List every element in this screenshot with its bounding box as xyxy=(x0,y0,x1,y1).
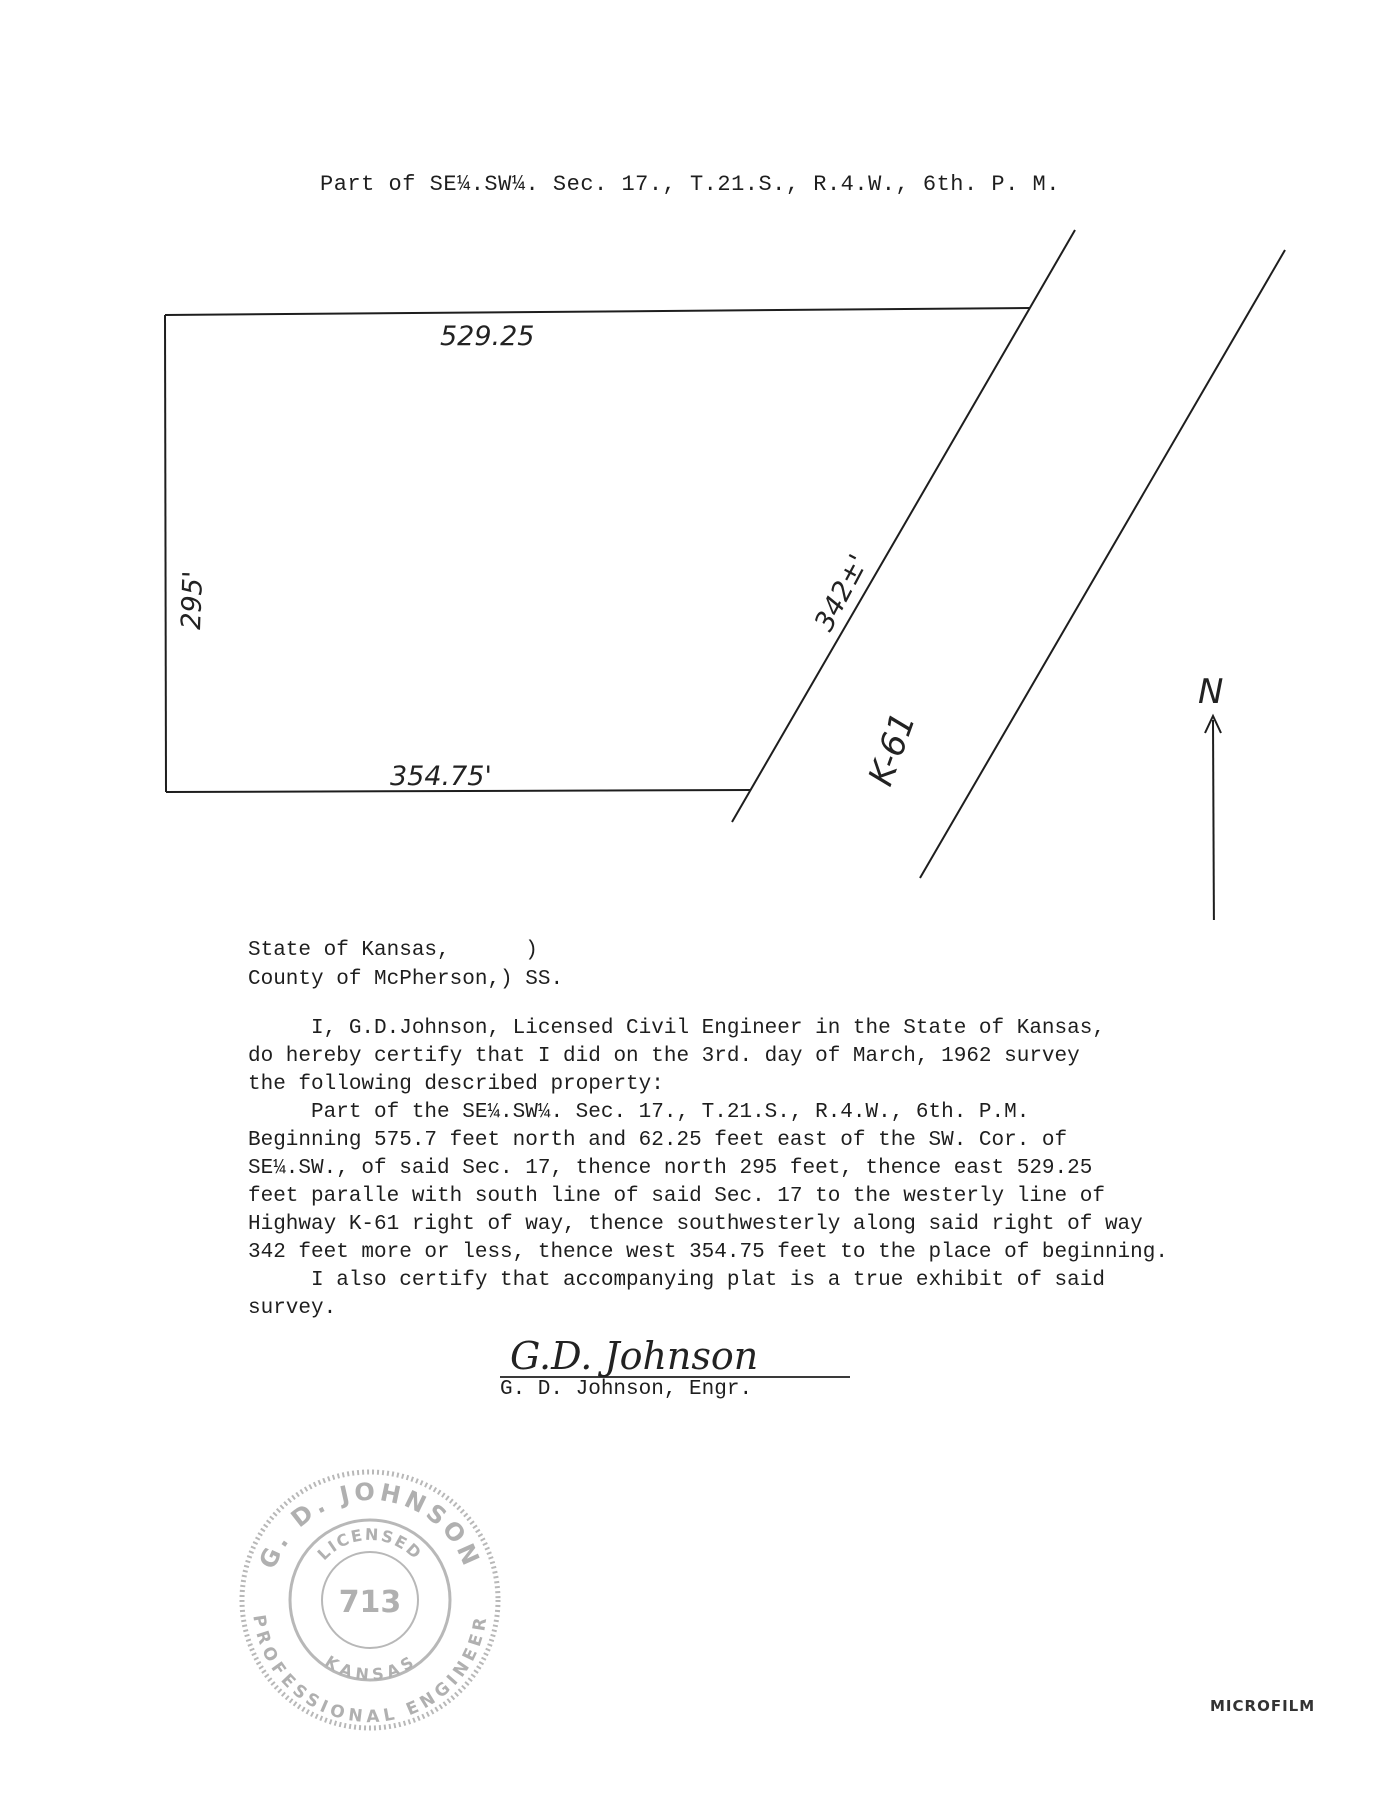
east-side-dimension: 342±' xyxy=(808,549,875,637)
highway-label: K-61 xyxy=(860,707,924,792)
seal-engineer-name: G. D. JOHNSON xyxy=(253,1477,487,1573)
seal-licensed: LICENSED xyxy=(313,1524,427,1564)
certificate-line: I also certify that accompanying plat is a true exhibit of said xyxy=(248,1269,1105,1292)
microfilm-stamp: MICROFILM xyxy=(1210,1697,1316,1715)
certificate-line: the following described property: xyxy=(248,1073,664,1096)
south-side-dimension: 354.75' xyxy=(390,761,492,792)
plat-west-line xyxy=(165,315,166,792)
certificate-text xyxy=(248,1015,1288,1323)
engineer-seal xyxy=(235,1465,505,1735)
seal-license-number: 713 xyxy=(338,1585,402,1620)
certificate-line: Highway K-61 right of way, thence southwesterly along said right of way xyxy=(248,1213,1143,1236)
seal-profession: PROFESSIONAL ENGINEER xyxy=(248,1613,492,1728)
certificate-line: I, G.D.Johnson, Licensed Civil Engineer in the State of Kansas, xyxy=(248,1017,1105,1040)
svg-text:KANSAS xyxy=(322,1652,419,1685)
seal-state: KANSAS xyxy=(321,1651,419,1685)
signature-typed-name: G. D. Johnson, Engr. xyxy=(500,1378,753,1401)
certificate-line: Beginning 575.7 feet north and 62.25 feet east of the SW. Cor. of xyxy=(248,1129,1068,1152)
venue-county: County of McPherson,) SS. xyxy=(248,968,564,991)
handwritten-signature: G.D. Johnson xyxy=(510,1334,759,1378)
certificate-line: Part of the SE¼.SW¼. Sec. 17., T.21.S., R.4.W., 6th. P.M. xyxy=(248,1101,1030,1124)
certificate-line: feet paralle with south line of said Sec. 17 to the westerly line of xyxy=(248,1185,1105,1208)
north-arrow-label: N xyxy=(1198,672,1224,712)
west-side-dimension: 295' xyxy=(176,570,210,631)
certificate-line: do hereby certify that I did on the 3rd. day of March, 1962 survey xyxy=(248,1045,1080,1068)
document-title: Part of SE¼.SW¼. Sec. 17., T.21.S., R.4.W., 6th. P. M. xyxy=(320,172,1060,197)
north-arrow-shaft xyxy=(1213,720,1214,920)
certificate-line: 342 feet more or less, thence west 354.75 feet to the place of beginning. xyxy=(248,1241,1168,1264)
certificate-line: survey. xyxy=(248,1297,337,1320)
certificate-line: SE¼.SW., of said Sec. 17, thence north 295 feet, thence east 529.25 xyxy=(248,1157,1093,1180)
venue-state: State of Kansas, ) xyxy=(248,939,538,962)
plat-north-line xyxy=(165,308,1030,315)
north-side-dimension: 529.25 xyxy=(440,321,535,352)
venue xyxy=(248,936,563,994)
highway-east-row-line xyxy=(920,250,1285,878)
